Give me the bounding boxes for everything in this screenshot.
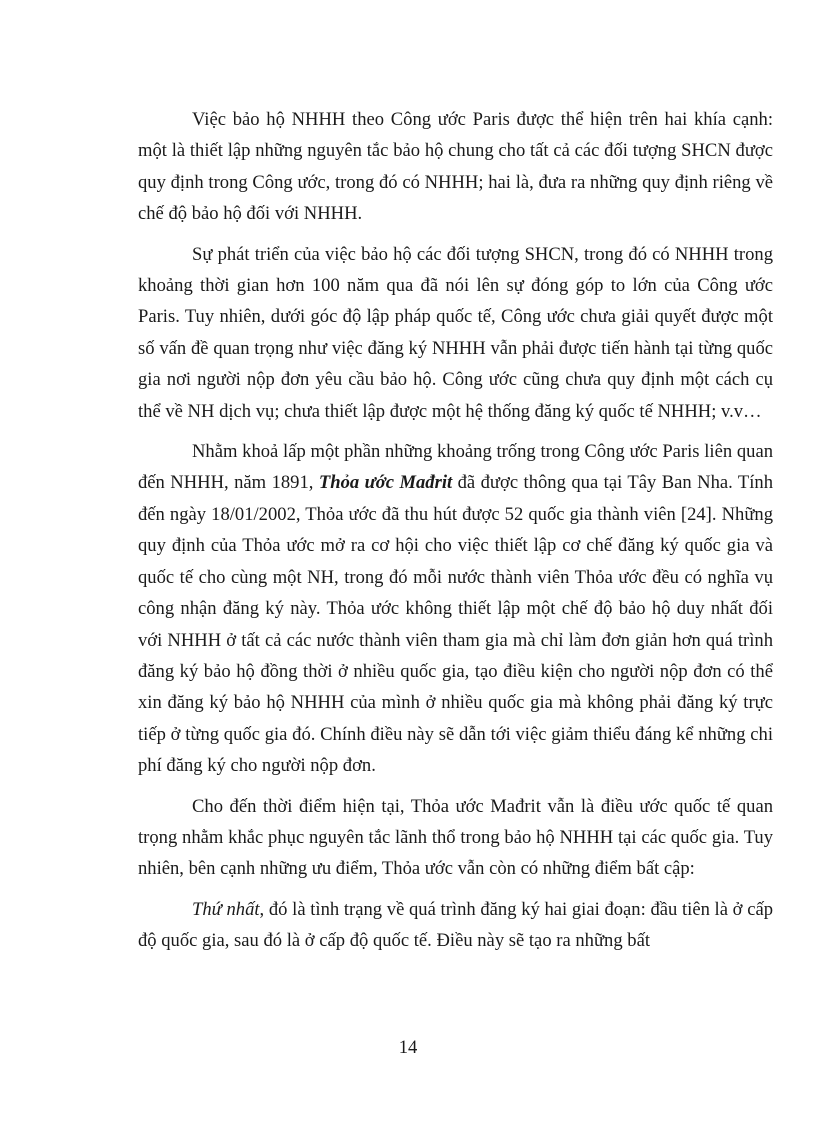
paragraph-5-text-after: , đó là tình trạng về quá trình đăng ký hai giai đoạn: đầu tiên là ở cấp độ quốc gia, sau đó là ở cấp độ quốc tế. Điều này sẽ tạo ra những bất bbox=[138, 898, 773, 952]
paragraph-2: Sự phát triển của việc bảo hộ các đối tượng SHCN, trong đó có NHHH trong khoảng thời gian hơn 100 năm qua đã nói lên sự đóng góp to lớn của Công ước Paris. Tuy nhiên, dưới góc độ lập pháp quốc tế, Công ước chưa giải quyết được một số vấn đề quan trọng như việc đăng ký NHHH vẫn phải được tiến hành tại từng quốc gia nơi người nộp đơn yêu cầu bảo hộ. Công ước cũng chưa quy định một cách cụ thể về NH dịch vụ; chưa thiết lập được một hệ thống đăng ký quốc tế NHHH; v.v… bbox=[138, 243, 773, 422]
paragraph-1: Việc bảo hộ NHHH theo Công ước Paris được thể hiện trên hai khía cạnh: một là thiết lập những nguyên tắc bảo hộ chung cho tất cả các đối tượng SHCN được quy định trong Công ước, trong đó có NHHH; hai là, đưa ra những quy định riêng về chế độ bảo hộ đối với NHHH. bbox=[138, 109, 773, 225]
page-body bbox=[138, 104, 773, 966]
paragraph-4: Cho đến thời điểm hiện tại, Thỏa ước Mađrit vẫn là điều ước quốc tế quan trọng nhằm khắc phục nguyên tắc lãnh thổ trong bảo hộ NHHH tại các quốc gia. Tuy nhiên, bên cạnh những ưu điểm, Thỏa ước vẫn còn có những điểm bất cập: bbox=[138, 795, 773, 880]
paragraph-5 bbox=[138, 894, 773, 957]
paragraph-3 bbox=[138, 436, 773, 781]
paragraph-3-text-before: Nhằm khoả lấp một phần những khoảng trống trong Công ước Paris liên quan đến NHHH, năm 1891, bbox=[138, 441, 773, 494]
paragraph-3-text-after: đã được thông qua tại Tây Ban Nha. Tính đến ngày 18/01/2002, Thỏa ước đã thu hút được 52 quốc gia thành viên [24]. Những quy định của Thỏa ước mở ra cơ hội cho việc thiết lập cơ chế đăng ký quốc gia và quốc tế cho cùng một NH, trong đó mỗi nước thành viên Thỏa ước đều có nghĩa vụ công nhận đăng ký này. Thỏa ước không thiết lập một chế độ bảo hộ duy nhất đối với NHHH ở tất cả các nước thành viên tham gia mà chỉ làm đơn giản hơn quá trình đăng ký bảo hộ đồng thời ở nhiều quốc gia, tạo điều kiện cho người nộp đơn có thể xin đăng ký bảo hộ NHHH của mình ở nhiều quốc gia mà không phải đăng ký trực tiếp ở từng quốc gia đó. Chính điều này sẽ dẫn tới việc giảm thiểu đáng kể những chi phí đăng ký cho người nộp đơn. bbox=[138, 472, 774, 777]
page-number: 14 bbox=[398, 1037, 418, 1058]
madrid-agreement-emphasis: Thỏa ước Mađrit bbox=[318, 472, 453, 494]
first-point-emphasis: Thứ nhất bbox=[192, 898, 260, 920]
